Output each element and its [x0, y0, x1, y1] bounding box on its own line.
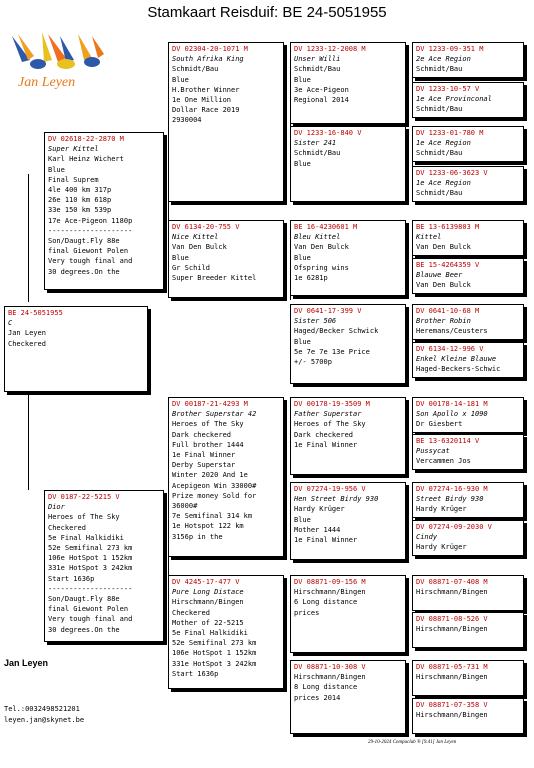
info-line: 1e Final Winner — [294, 440, 358, 449]
info-line: Regional 2014 — [294, 96, 349, 105]
gggp-card-8 — [412, 342, 524, 378]
info-line: 331e HotSpot 3 242km — [48, 564, 133, 573]
info-line: 8 Long distance — [294, 683, 358, 692]
gggp-card-14 — [412, 612, 524, 648]
info-line: 26e 110 km 618p — [48, 196, 112, 205]
ggp-card-2 — [290, 126, 406, 202]
info-line: Heremans/Ceusters — [416, 327, 488, 336]
info-line: Schmidt/Bau — [294, 65, 341, 74]
info-line: 106e HotSpot 1 152km — [172, 649, 257, 658]
ring-number: BE 16-4230601 M — [294, 223, 358, 231]
info-line: Blue — [294, 337, 311, 346]
info-line: Van Den Bulck — [416, 243, 471, 252]
ggp-card-4 — [290, 304, 406, 384]
info-line: Dollar Race 2019 — [172, 106, 240, 115]
info-line: Heroes of The Sky — [48, 513, 120, 522]
ggp-card-5 — [290, 397, 406, 475]
info-line: Vercammen Jos — [416, 457, 471, 466]
info-line: Hirschmann/Bingen — [172, 598, 244, 607]
info-line: Schmidt/Bau — [416, 65, 463, 74]
gggp-card-13 — [412, 575, 524, 611]
info-line: Schmidt/Bau — [172, 65, 219, 74]
ring-number: DV 0641-17-399 V — [294, 307, 362, 315]
ring-number: DV 1233-01-780 M — [416, 129, 484, 137]
pigeon-name: 1e Ace Region — [416, 139, 471, 148]
breeder-contact — [4, 704, 84, 726]
ring-number: DV 0187-22-5215 V — [48, 493, 120, 501]
info-line: 30 degrees.On the — [48, 267, 120, 276]
info-line: 2930004 — [172, 116, 202, 125]
ring-number: DV 08871-10-308 V — [294, 663, 366, 671]
subject-pigeon-card — [4, 306, 148, 392]
info-line: Final Suprem — [48, 175, 99, 184]
gggp-card-16 — [412, 698, 524, 734]
pigeon-name: Super Kittel — [48, 145, 99, 154]
ring-number: DV 6134-12-996 V — [416, 345, 484, 353]
gggp-card-6 — [412, 258, 524, 294]
ring-number: DV 6134-20-755 V — [172, 223, 240, 231]
color-line: Checkered — [8, 339, 46, 348]
pigeon-name: Kittel — [416, 233, 442, 242]
ring-number: DV 02618-22-2870 M — [48, 135, 124, 143]
ggp-card-1 — [290, 42, 406, 124]
info-line: 52e Semifinal 273 km — [172, 639, 257, 648]
info-line: Dark checkered — [172, 430, 232, 439]
info-line: Very tough final and — [48, 257, 133, 266]
ring-number: DV 08871-05-731 M — [416, 663, 488, 671]
pigeon-name: Street Birdy 930 — [416, 495, 484, 504]
pigeon-name: Nice Kittel — [172, 233, 219, 242]
jan-leyen-logo — [8, 30, 112, 94]
info-line: 3156p in the — [172, 532, 223, 541]
info-line: +/- 5700p — [294, 358, 332, 367]
ring-number: DV 1233-12-2008 M — [294, 45, 366, 53]
info-line: Blue — [172, 75, 189, 84]
info-line: Hirschmann/Bingen — [416, 625, 488, 634]
pigeon-name: 1e Ace Provinconal — [416, 95, 492, 104]
info-line: Checkered — [48, 523, 86, 532]
info-line: Hirschmann/Bingen — [416, 711, 488, 720]
info-line: H.Brother Winner — [172, 85, 240, 94]
grandmother-paternal-card — [168, 220, 284, 298]
pigeon-name: 2e Ace Region — [416, 55, 471, 64]
info-line: Hardy Krüger — [294, 505, 345, 514]
info-line: Karl Heinz Wichert — [48, 155, 124, 164]
info-line: Haged/Becker Schwick — [294, 327, 379, 336]
gggp-card-2 — [412, 82, 524, 118]
gggp-card-4 — [412, 166, 524, 202]
info-line: 17e Ace-Pigeon 1180p — [48, 216, 133, 225]
info-line: Super Breeder Kittel — [172, 274, 257, 283]
gggp-card-12 — [412, 520, 524, 556]
info-line: Son/Daugt.Fly 88e — [48, 237, 120, 246]
ring-number: DV 1233-10-57 V — [416, 85, 480, 93]
info-line: 52e Semifinal 273 km — [48, 544, 133, 553]
info-line: -------------------- — [48, 226, 133, 235]
breeder-name: Jan Leyen — [4, 658, 49, 668]
info-line: Blue — [48, 165, 65, 174]
ring-number: DV 08871-09-156 M — [294, 578, 366, 586]
pigeon-name: Son Apollo x 1090 — [416, 410, 488, 419]
breeder-line: Jan Leyen — [8, 329, 46, 338]
pigeon-name: Brother Superstar 42 — [172, 410, 257, 419]
ggp-card-7 — [290, 575, 406, 653]
info-line: 36000# — [172, 502, 198, 511]
pigeon-name: Father Superstar — [294, 410, 362, 419]
info-line: 5e Final Halkidiki — [48, 533, 124, 542]
info-line: 5e 7e 7e 13e Price — [294, 347, 370, 356]
pigeon-name: South Afrika King — [172, 55, 244, 64]
ring-number: DV 07274-09-2030 V — [416, 523, 492, 531]
info-line: Schmidt/Bau — [294, 149, 341, 158]
info-line: Acepigeon Win 33000# — [172, 481, 257, 490]
info-line: Hardy Krüger — [416, 505, 467, 514]
info-line: Heroes of The Sky — [294, 420, 366, 429]
grandfather-paternal-card — [168, 42, 284, 202]
pigeon-name: Enkel Kleine Blauwe — [416, 355, 497, 364]
page-title: Stamkaart Reisduif: BE 24-5051955 — [147, 4, 387, 21]
info-line: Mother of 22-5215 — [172, 618, 244, 627]
ring-number: DV 07274-16-930 M — [416, 485, 488, 493]
info-line: -------------------- — [48, 584, 133, 593]
info-line: Hardy Krüger — [416, 543, 467, 552]
info-line: 1e 6281p — [294, 274, 328, 283]
ggp-card-3 — [290, 220, 406, 296]
pigeon-name: Unser Willi — [294, 55, 341, 64]
gggp-card-3 — [412, 126, 524, 162]
pigeon-name: C — [8, 319, 13, 328]
info-line: Schmidt/Bau — [416, 105, 463, 114]
info-line: 1e Final Winner — [294, 536, 358, 545]
info-line: Blue — [294, 253, 311, 262]
info-line: final Giewont Polen — [48, 605, 129, 614]
print-footer: 29-10-2024 Compuclub ® [9.41] Jan Leyen — [368, 740, 457, 745]
breeder-phone: Tel.:0032498521201 — [4, 705, 80, 713]
info-line: Winter 2020 And 1e — [172, 471, 248, 480]
info-line: Start 1636p — [48, 574, 95, 583]
info-line: Schmidt/Bau — [416, 189, 463, 198]
info-line: Hirschmann/Bingen — [416, 673, 488, 682]
info-line: Blue — [172, 253, 189, 262]
info-line: Haged-Beckers-Schwic — [416, 365, 501, 374]
grandmother-maternal-card — [168, 575, 284, 689]
info-line: Derby Superstar — [172, 461, 236, 470]
info-line: Start 1636p — [172, 669, 219, 678]
info-line: 30 degrees.On the — [48, 625, 120, 634]
ring-number: BE 24-5051955 — [8, 309, 63, 317]
info-line: 7e Semifinal 314 km — [172, 512, 253, 521]
ring-number: DV 1233-16-840 V — [294, 129, 362, 137]
info-line: 1e Final Winner — [172, 451, 236, 460]
info-line: Gr Schild — [172, 263, 210, 272]
info-line: 1e Hotspot 122 km — [172, 522, 244, 531]
info-line: 1e One Million — [172, 96, 232, 105]
info-line: Heroes of The Sky — [172, 420, 244, 429]
pigeon-name: Sister 241 — [294, 139, 337, 148]
ring-number: BE 13-6139803 M — [416, 223, 480, 231]
breeder-email: leyen.jan@skynet.be — [4, 716, 85, 724]
gggp-card-10 — [412, 434, 524, 470]
info-line: 331e HotSpot 3 242km — [172, 659, 257, 668]
pigeon-name: Brother Robin — [416, 317, 471, 326]
info-line: Van Den Bulck — [294, 243, 349, 252]
ggp-card-6 — [290, 482, 406, 560]
pigeon-name: Sister 506 — [294, 317, 337, 326]
info-line: Full brother 1444 — [172, 440, 244, 449]
ring-number: DV 08871-08-526 V — [416, 615, 488, 623]
info-line: 4le 400 km 317p — [48, 186, 112, 195]
info-line: Ofspring wins — [294, 263, 349, 272]
pigeon-name: Cindy — [416, 533, 438, 542]
ring-number: DV 1233-09-351 M — [416, 45, 484, 53]
info-line: final Giewont Polen — [48, 247, 129, 256]
gggp-card-7 — [412, 304, 524, 340]
ggp-card-8 — [290, 660, 406, 734]
ring-number: DV 02304-20-1071 M — [172, 45, 248, 53]
info-line: Dr Giesbert — [416, 420, 463, 429]
mother-pigeon-card — [44, 490, 164, 642]
info-line: Blue — [294, 159, 311, 168]
info-line: Hirschmann/Bingen — [416, 588, 488, 597]
info-line: 5e Final Halkidiki — [172, 629, 248, 638]
ring-number: BE 13-6320114 V — [416, 437, 480, 445]
info-line: Mother 1444 — [294, 525, 341, 534]
info-line: Blue — [294, 515, 311, 524]
ring-number: BE 15-4264359 V — [416, 261, 480, 269]
ring-number: DV 07274-19-956 V — [294, 485, 366, 493]
grandfather-maternal-card — [168, 397, 284, 557]
info-line: Prize money Sold for — [172, 491, 257, 500]
pigeon-name: 1e Ace Region — [416, 179, 471, 188]
ring-number: DV 1233-06-3623 V — [416, 169, 488, 177]
info-line: 33e 150 km 539p — [48, 206, 112, 215]
info-line: Hirschmann/Bingen — [294, 673, 366, 682]
pigeon-name: Pure Long Distace — [172, 588, 244, 597]
info-line: Son/Daugt.Fly 88e — [48, 595, 120, 604]
info-line: Dark checkered — [294, 430, 354, 439]
pigeon-name: Hen Street Birdy 930 — [294, 495, 379, 504]
ring-number: DV 08871-07-358 V — [416, 701, 488, 709]
info-line: 3e Ace-Pigeon — [294, 85, 349, 94]
ring-number: DV 00178-19-3509 M — [294, 400, 370, 408]
ring-number: DV 00187-21-4293 M — [172, 400, 248, 408]
info-line: Checkered — [172, 608, 210, 617]
info-line: prices 2014 — [294, 693, 341, 702]
pigeon-name: Pussycat — [416, 447, 450, 456]
info-line: Very tough final and — [48, 615, 133, 624]
info-line: Hirschmann/Bingen — [294, 588, 366, 597]
info-line: prices — [294, 608, 320, 617]
ring-number: DV 4245-17-477 V — [172, 578, 240, 586]
info-line: 106e HotSpot 1 152km — [48, 554, 133, 563]
info-line: Van Den Bulck — [172, 243, 227, 252]
svg-text:Jan Leyen: Jan Leyen — [18, 75, 76, 90]
pigeon-name: Dior — [48, 503, 65, 512]
info-line: Blue — [294, 75, 311, 84]
gggp-card-9 — [412, 397, 524, 433]
info-line: Van Den Bulck — [416, 281, 471, 290]
pigeon-name: Blauwe Beer — [416, 271, 463, 280]
gggp-card-1 — [412, 42, 524, 78]
gggp-card-11 — [412, 482, 524, 518]
ring-number: DV 08871-07-408 M — [416, 578, 488, 586]
gggp-card-5 — [412, 220, 524, 256]
ring-number: DV 0641-10-68 M — [416, 307, 480, 315]
info-line: 6 Long distance — [294, 598, 358, 607]
father-pigeon-card — [44, 132, 164, 290]
pigeon-name: Bleu Kittel — [294, 233, 341, 242]
info-line: Schmidt/Bau — [416, 149, 463, 158]
ring-number: DV 00178-14-181 M — [416, 400, 488, 408]
gggp-card-15 — [412, 660, 524, 696]
